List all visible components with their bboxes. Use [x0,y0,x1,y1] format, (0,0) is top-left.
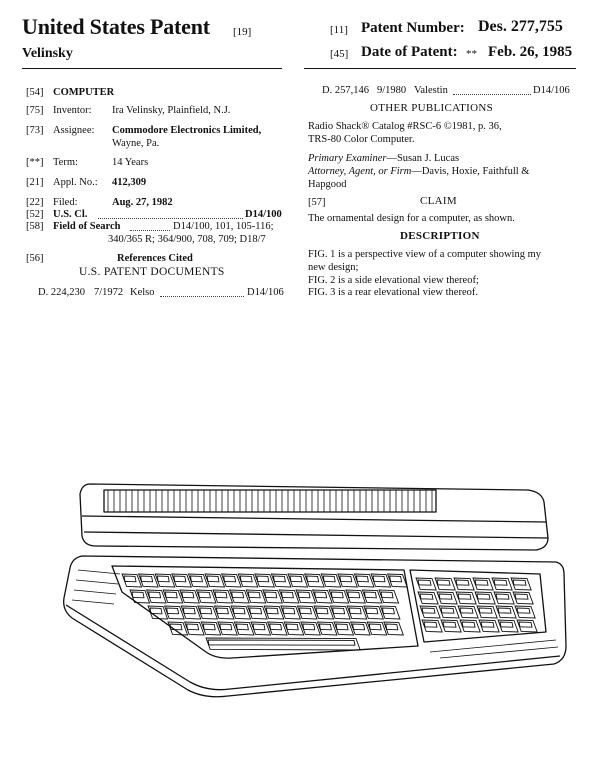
spacebar-key [206,638,360,650]
field-filed-value: Aug. 27, 1982 [112,197,173,208]
key [165,606,185,619]
numeric-key [416,578,436,590]
us-patent-documents-heading: U.S. PATENT DOCUMENTS [79,266,225,278]
claim-heading: CLAIM [420,195,457,207]
field-title-code: [54] [26,87,44,98]
key [288,574,308,587]
field-filed-label: Filed: [53,197,78,208]
header-rule-left [22,68,282,69]
numeric-key [458,606,478,618]
search-leader-dots [130,220,170,231]
description-fig1-line1: FIG. 1 is a perspective view of a computer showing my [308,249,541,260]
key [248,606,268,619]
key [234,622,254,635]
key [346,590,366,603]
attorney-label: Attorney, Agent, or Firm [308,166,412,177]
key [181,606,201,619]
key [246,590,266,603]
attorney-value-line2: Hapgood [308,179,347,190]
field-inventor-label: Inventor: [53,105,92,116]
key [263,590,283,603]
field-us-cl-label: U.S. Cl. [53,209,88,220]
reference-2-name: Valestin [414,85,448,96]
key [296,590,316,603]
key [214,606,234,619]
reference-1-dots [160,286,244,297]
reference-2-date: 9/1980 [377,85,407,96]
vent-lines [108,490,432,512]
numeric-key [492,578,512,590]
patent-number-value: Des. 277,755 [478,18,563,35]
numeric-key [498,620,518,632]
key [218,622,238,635]
primary-examiner-value: —Susan J. Lucas [386,153,460,164]
key [147,590,167,603]
reference-2-patent: D. 257,146 [322,85,369,96]
references-code: [56] [26,253,44,264]
patent-office-title: United States Patent [22,14,210,39]
numeric-key [517,620,537,632]
key [196,590,216,603]
key [213,590,233,603]
inventor-short-name: Velinsky [22,46,73,61]
numeric-key [513,592,533,604]
key [362,590,382,603]
field-search-value-line1: D14/100, 101, 105-116; [173,221,274,232]
numeric-key [473,578,493,590]
field-us-cl-value: D14/100 [245,209,282,220]
key [130,590,150,603]
numeric-key [494,592,514,604]
computer-perspective-drawing [0,470,605,768]
key [329,590,349,603]
key [198,606,218,619]
key [380,606,400,619]
field-assignee-label: Assignee: [53,125,95,136]
key [331,606,351,619]
field-assignee-value-line2: Wayne, Pa. [112,138,160,149]
key [384,622,404,635]
numeric-key [475,592,495,604]
key [238,574,258,587]
key [301,622,321,635]
key [379,590,399,603]
numeric-key [441,620,461,632]
key [354,574,374,587]
numeric-key [456,592,476,604]
field-title-value: COMPUTER [53,87,115,98]
date-marker: ** [466,48,477,60]
key [180,590,200,603]
key [338,574,358,587]
key [317,622,337,635]
key [268,622,288,635]
key [284,622,304,635]
numeric-key [422,620,442,632]
key [297,606,317,619]
numeric-key [460,620,480,632]
key [222,574,242,587]
other-publications-line2: TRS-80 Color Computer. [308,134,415,145]
key [314,606,334,619]
numeric-key [418,592,438,604]
numeric-key [477,606,497,618]
other-publications-heading: OTHER PUBLICATIONS [370,102,494,114]
claim-text: The ornamental design for a computer, as shown. [308,213,515,224]
key [231,606,251,619]
field-term-value: 14 Years [112,157,149,168]
field-search-value-line2: 340/365 R; 364/900, 708, 709; D18/7 [108,234,266,245]
keyboard-keys [122,574,407,650]
numeric-key [496,606,516,618]
reference-2-dots [453,84,531,95]
field-us-cl-code: [52] [26,209,44,220]
key [271,574,291,587]
numeric-key [454,578,474,590]
key [251,622,271,635]
field-inventor-value: Ira Velinsky, Plainfield, N.J. [112,105,231,116]
field-search-code: [58] [26,221,44,232]
description-fig1-line2: new design; [308,262,359,273]
field-search-label: Field of Search [53,221,121,232]
field-appl-no-value: 412,309 [112,177,147,188]
key [367,622,387,635]
key [155,574,175,587]
description-fig3: FIG. 3 is a rear elevational view thereof. [308,287,478,298]
key [347,606,367,619]
field-filed-code: [22] [26,197,44,208]
key [364,606,384,619]
us-cl-leader-dots [98,208,243,219]
field-assignee-code: [73] [26,125,44,136]
numeric-key [420,606,440,618]
key [334,622,354,635]
key [230,590,250,603]
key [321,574,341,587]
key [205,574,225,587]
primary-examiner-label: Primary Examiner [308,153,387,164]
key [185,622,205,635]
description-fig2: FIG. 2 is a side elevational view thereof; [308,275,479,286]
key [122,574,142,587]
date-value: Feb. 26, 1985 [488,44,573,60]
reference-1-date: 7/1972 [94,287,124,298]
key [371,574,391,587]
description-heading: DESCRIPTION [400,230,480,242]
key [279,590,299,603]
patent-number-label: Patent Number: [361,20,465,36]
attorney-value-line1: —Davis, Hoxie, Faithfull & [411,166,530,177]
key [351,622,371,635]
key [188,574,208,587]
numeric-key [479,620,499,632]
date-label: Date of Patent: [361,44,458,60]
key [264,606,284,619]
field-term-code: [**] [26,157,44,168]
field-appl-no-label: Appl. No.: [53,177,98,188]
key [281,606,301,619]
key [139,574,159,587]
key [255,574,275,587]
numeric-keys [416,578,537,632]
key [201,622,221,635]
reference-1-class: D14/106 [247,287,284,298]
key [388,574,408,587]
field-appl-no-code: [21] [26,177,44,188]
key [313,590,333,603]
field-inventor-code: [75] [26,105,44,116]
key [163,590,183,603]
numeric-key [511,578,531,590]
key [168,622,188,635]
patent-number-code: [11] [330,24,348,36]
reference-1-patent: D. 224,230 [38,287,85,298]
key [172,574,192,587]
header-rule-right [304,68,576,69]
numeric-key [435,578,455,590]
numeric-key [439,606,459,618]
key [305,574,325,587]
field-term-label: Term: [53,157,78,168]
reference-1-name: Kelso [130,287,155,298]
numeric-key [515,606,535,618]
claim-code: [57] [308,197,326,208]
date-code: [45] [330,48,349,60]
title-code: [19] [233,26,252,38]
numeric-key [437,592,457,604]
references-heading: References Cited [117,253,193,264]
reference-2-class: D14/106 [533,85,570,96]
other-publications-line1: Radio Shack® Catalog #RSC-6 ©1981, p. 36, [308,121,502,132]
field-assignee-value-line1: Commodore Electronics Limited, [112,125,262,136]
base-outline [64,556,566,697]
